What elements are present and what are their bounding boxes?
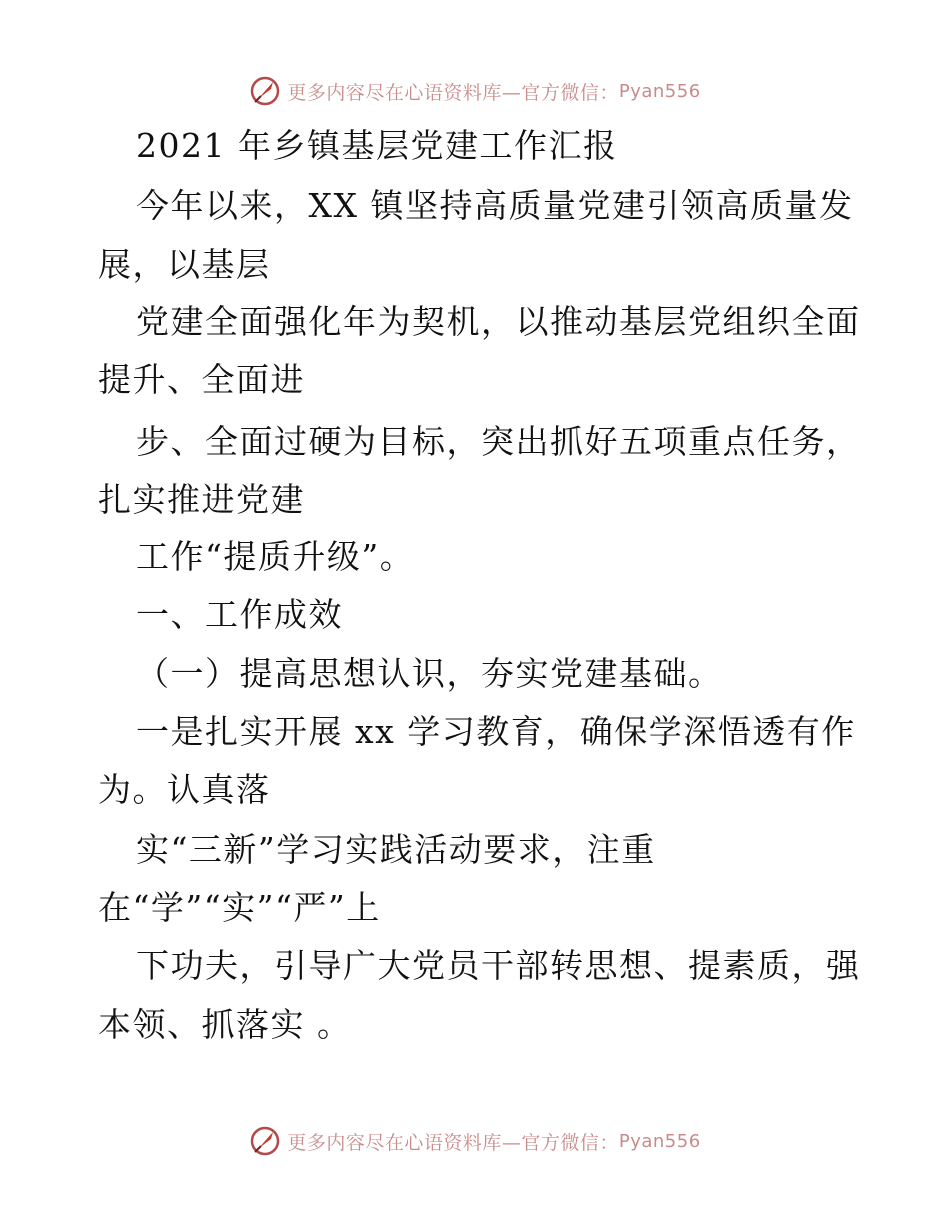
subsection-heading: （一）提高思想认识，夯实党建基础。 [136,654,723,693]
paragraph-line: 实“三新”学习实践活动要求，注重 [136,830,656,869]
paragraph-line: 一是扎实开展 xx 学习教育，确保学深悟透有作 [136,712,856,751]
watermark-text: 更多内容尽在心语资料库—官方微信： [287,1131,619,1154]
watermark-header [0,71,950,111]
section-heading: 一、工作成效 [136,595,343,634]
document-title: 2021 年乡镇基层党建工作汇报 [136,126,618,165]
paragraph-line: 提升、全面进 [98,360,305,399]
paragraph-line: 步、全面过硬为目标，突出抓好五项重点任务， [136,422,861,461]
watermark-text: 更多内容尽在心语资料库—官方微信： [287,81,619,104]
paragraph-line: 展，以基层 [98,245,271,284]
paragraph-line: 为。认真落 [98,770,271,809]
paragraph-line: 扎实推进党建 [98,480,305,519]
watermark-footer [0,1121,950,1161]
quill-logo-icon [249,1125,281,1157]
paragraph-line: 工作“提质升级”。 [136,537,415,576]
paragraph-line: 在“学”“实”“严”上 [98,888,381,927]
watermark-wechat-id: Pyan556 [618,1130,701,1152]
quill-logo-icon [249,75,281,107]
paragraph-line: 党建全面强化年为契机，以推动基层党组织全面 [136,302,861,341]
watermark-wechat-id: Pyan556 [618,80,701,102]
paragraph-line: 下功夫，引导广大党员干部转思想、提素质，强 [136,946,861,985]
paragraph-line: 本领、抓落实 。 [98,1005,352,1044]
paragraph-line: 今年以来，XX 镇坚持高质量党建引领高质量发 [136,186,854,225]
